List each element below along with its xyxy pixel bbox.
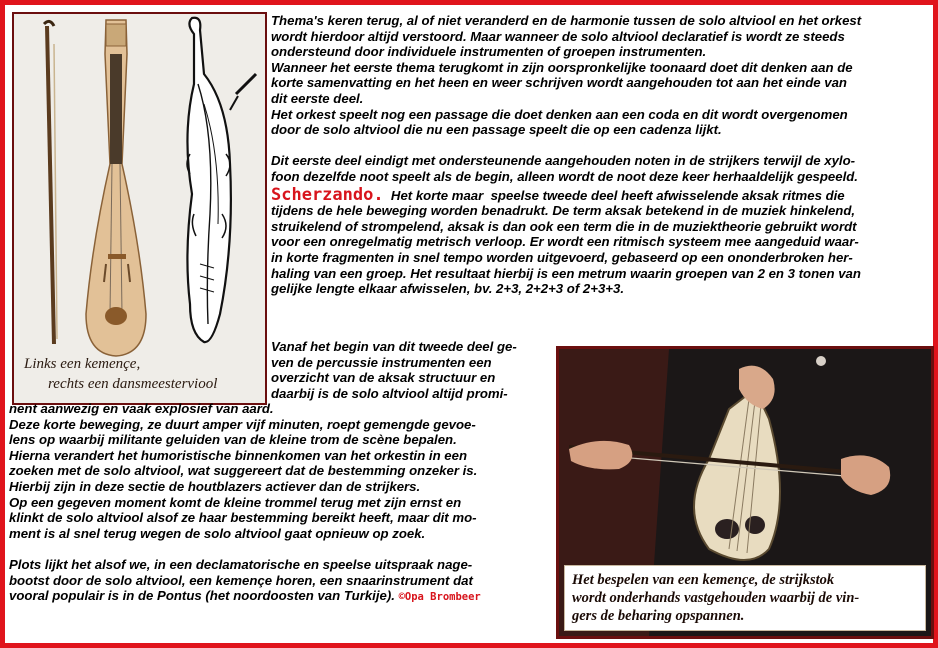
- text-block-top: [271, 13, 936, 297]
- signature: ©Opa Brombeer: [398, 591, 481, 604]
- text-line: Plots lijkt het alsof we, in een declamatorische en speelse uitspraak nage-: [9, 556, 473, 572]
- text-line: Dit eerste deel eindigt met ondersteunende aangehouden noten in de strijkers terwijl de xylo-: [271, 153, 856, 169]
- text-line: ven de percussie instrumenten een: [271, 354, 492, 370]
- text-block-bottom: [9, 401, 554, 606]
- text-line: bootst door de solo altviool, een kemençe horen, een snaarinstrument dat: [9, 572, 473, 588]
- text-block-middle: [271, 339, 561, 401]
- text-line: Thema's keren terug, al of niet veranderd en de harmonie tussen de solo altviool en het orkest: [271, 13, 862, 28]
- instruments-photo: [12, 12, 267, 405]
- text-line: klinkt de solo altviool alsof ze haar bestemming bereikt heeft, maar dit mo-: [9, 510, 477, 526]
- text-line: Vanaf het begin van dit tweede deel ge-: [271, 339, 517, 354]
- scherzando-heading: Scherzando.: [271, 184, 384, 205]
- text-line: korte samenvatting en het heen en weer schrijven wordt aangehouden tot aan het einde van: [271, 75, 847, 91]
- caption-line: Links een kemençe,: [24, 356, 141, 372]
- text-line: Hierna verandert het humoristische binnenkomen van het orkestin in een: [9, 447, 468, 463]
- text-line: nent aanwezig en vaak explosief van aard.: [9, 401, 274, 416]
- caption-line: wordt onderhands vastgehouden waarbij de vin-: [572, 590, 860, 606]
- text-line: haling van een groep. Het resultaat hierbij is een metrum waarin groepen van 2 en 3 tonen van: [271, 265, 861, 281]
- scherzando-lead-line: [271, 184, 936, 205]
- text-line: ondersteund door individuele instrumenten of groepen instrumenten.: [271, 44, 707, 60]
- instruments-illustration: [14, 14, 265, 403]
- text-line: gelijke lengte elkaar afwisselen, bv. 2+3, 2+2+3 of 2+3+3.: [271, 281, 624, 297]
- text-line: dit eerste deel.: [271, 90, 364, 106]
- text-line: zoeken met de solo altviool, wat suggereert dat de bestemming onzeker is.: [9, 463, 478, 479]
- text-line: Het orkest speelt nog een passage die doet denken aan een coda en dit wordt overgenomen: [271, 106, 848, 122]
- playing-photo: [556, 346, 934, 639]
- text-line: voor een onregelmatig metrisch verloop. Er wordt een ritmisch systeem mee aangeduid waar-: [271, 234, 859, 250]
- text-line: vooral populair is in de Pontus (het noordoosten van Turkije).: [9, 588, 399, 604]
- text-line: door de solo altviool die nu een passage speelt die op een cadenza lijkt.: [271, 122, 722, 138]
- instruments-photo-caption: [24, 354, 256, 394]
- text-line: daarbij is de solo altviool altijd promi-: [271, 385, 508, 401]
- text-line: Wanneer het eerste thema terugkomt in zijn oorspronkelijke toonaard doet dit denken aan de: [271, 59, 853, 75]
- text-line-with-signature: [9, 588, 554, 606]
- caption-line: Het bespelen van een kemençe, de strijkstok: [572, 572, 835, 588]
- playing-photo-caption: [564, 565, 926, 631]
- text-line: ment is al snel terug wegen de solo altviool gaat opnieuw op zoek.: [9, 525, 426, 541]
- text-line: Op een gegeven moment komt de kleine trommel terug met zijn ernst en: [9, 494, 462, 510]
- text-line: overzicht van de aksak structuur en: [271, 370, 496, 386]
- text-line: in korte fragmenten in snel tempo worden uitgevoerd, gebaseerd op een ononderbroken her-: [271, 249, 853, 265]
- text-line: struikelend of strompelend, aksak is dan ook een term die in de muziektheorie gebruikt wordt: [271, 218, 857, 234]
- text-line: Het korte maar speelse tweede deel heeft afwisselende aksak ritmes die: [383, 187, 845, 203]
- text-line: wordt hierdoor altijd verstoord. Maar wanneer de solo altviool declaratief is wordt ze steeds: [271, 28, 845, 44]
- text-line: lens op waarbij militante geluiden van de kleine trom de scène bepalen.: [9, 432, 457, 448]
- text-line: Deze korte beweging, ze duurt amper vijf minuten, roept gemengde gevoe-: [9, 416, 476, 432]
- text-line: tijdens de hele beweging worden benadrukt. De term aksak betekend in de muziek hinkelend,: [271, 203, 856, 219]
- caption-line: gers de beharing opspannen.: [572, 608, 745, 624]
- text-line: foon dezelfde noot speelt als de begin, alleen wordt de noot deze keer herhaaldelijk gespeeld.: [271, 168, 858, 184]
- caption-line: rechts een dansmeesterviool: [48, 376, 218, 392]
- text-line: Hierbij zijn in deze sectie de houtblazers actiever dan de strijkers.: [9, 478, 421, 494]
